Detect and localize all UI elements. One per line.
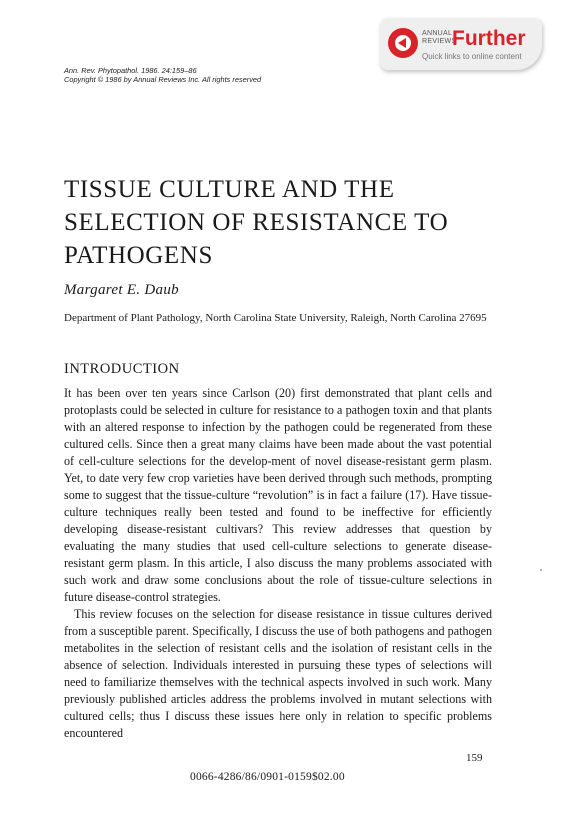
title-line-1: TISSUE CULTURE AND THE [64, 176, 395, 203]
body-paragraph-2: This review focuses on the selection for disease resistance in tissue cultures derived from a susceptible parent. Specifically, I discuss the use of both pathogens and pathogen metabolites in the selection of resistant cells and the isolation of resistant cells in the absence of selection. Individuals interested in pursuing these types of selections will need to familiarize themselves with the technical aspects involved in such work. Many previously published articles address the problems involved in mutant selections with cultured cells; thus I discuss these issues here only in relation to specific problems encountered [64, 607, 492, 740]
title-line-3: PATHOGENS [64, 242, 213, 269]
margin-speck [540, 569, 542, 571]
article-body [64, 385, 492, 742]
badge-further-label: Further [452, 27, 526, 50]
footer-code: 0066-4286/86/0901-0159$02.00 [190, 771, 345, 783]
title-line-2: SELECTION OF RESISTANCE TO [64, 209, 449, 236]
page-number: 159 [466, 752, 483, 764]
section-heading-introduction: INTRODUCTION [64, 361, 180, 377]
badge-reviews-label: REVIEWS [422, 38, 457, 45]
journal-citation [64, 66, 261, 84]
author-affiliation: Department of Plant Pathology, North Carolina State University, Raleigh, North Carolina 27695 [64, 312, 487, 324]
annual-reviews-further-badge[interactable] [380, 18, 542, 70]
badge-tagline: Quick links to online content [422, 52, 522, 61]
body-paragraph-1: It has been over ten years since Carlson (20) first demonstrated that plant cells and protoplasts could be selected in culture for resistance to a pathogen toxin and that plants with an altered response to infection by the pathogen could be regenerated from these cultured cells. Since then a great many claims have been made about the vast potential of cell-culture selections for the develop-ment of novel disease-resistant germ plasm. Yet, to date very few crop varieties have been derived through such methods, prompting some to suggest that the tissue-culture “revolution” is in fact a failure (17). Have tissue-culture techniques really been tested and found to be ineffective for efficiently developing disease-resistant cultivars? This review addresses that question by evaluating the many studies that used cell-culture selections to generate disease-resistant germ plasm. In this article, I also discuss the many problems associated with such work and draw some conclusions about the role of tissue-culture selections in future disease-control strategies. [64, 386, 492, 604]
citation-journal-line: Ann. Rev. Phytopathol. 1986. 24:159–86 [64, 66, 197, 75]
play-back-icon [388, 28, 418, 58]
badge-annual-label: ANNUAL [422, 30, 453, 37]
citation-copyright-line: Copyright © 1986 by Annual Reviews Inc. All rights reserved [64, 75, 262, 84]
article-title [64, 173, 504, 272]
author-name: Margaret E. Daub [64, 282, 179, 298]
